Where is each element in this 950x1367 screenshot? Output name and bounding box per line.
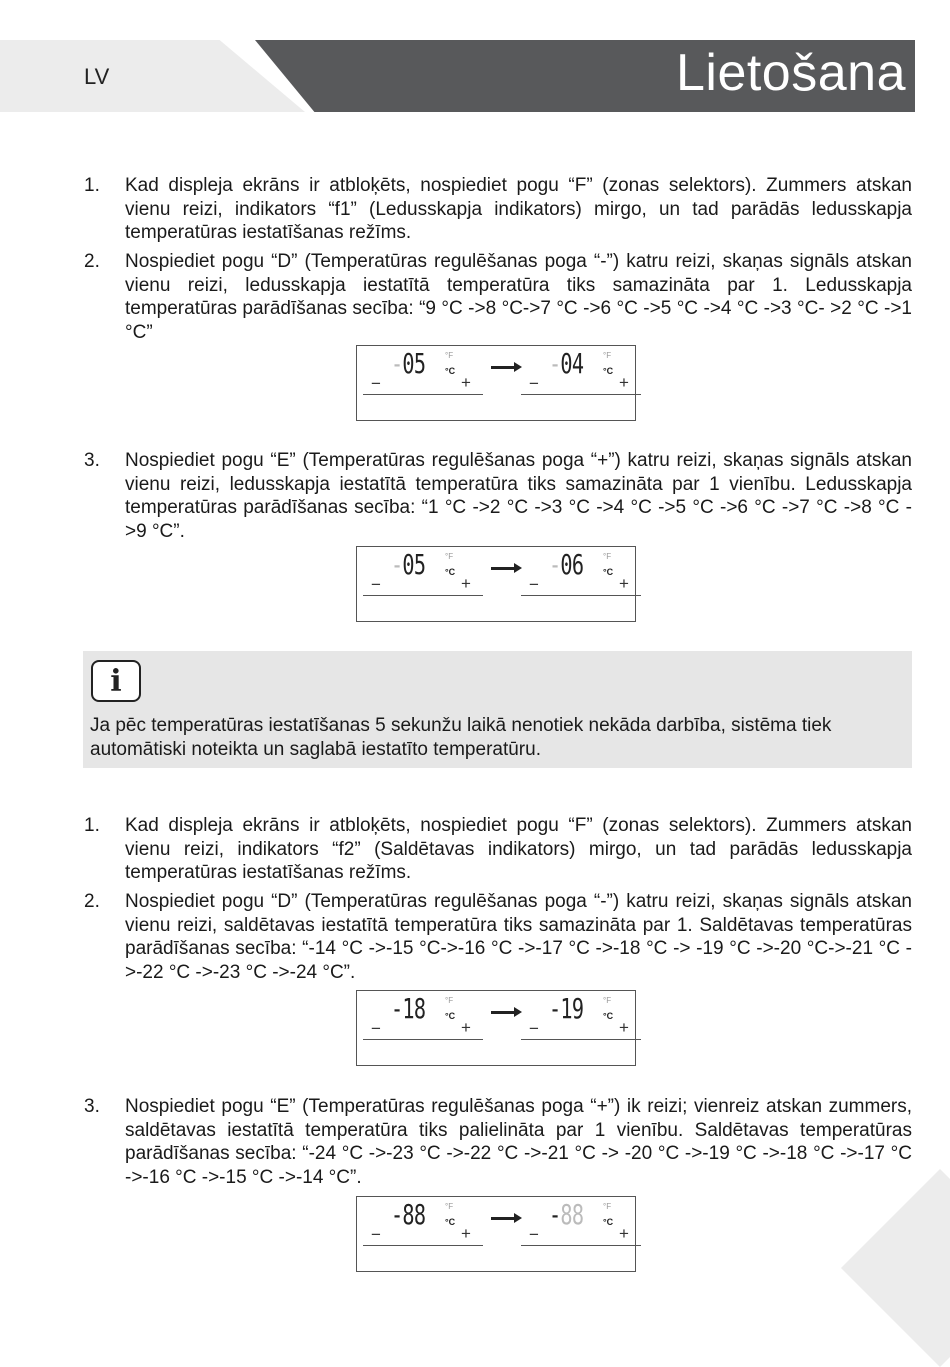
temperature-readout: -05 — [391, 347, 426, 380]
plus-label: + — [619, 574, 629, 593]
minus-label: − — [371, 1225, 381, 1244]
arrow-right-icon — [491, 366, 519, 369]
display-diagram — [356, 1196, 636, 1272]
unit-f-label: °F — [603, 552, 612, 561]
plus-label: + — [619, 373, 629, 392]
display-before — [363, 547, 483, 601]
language-code: LV — [84, 64, 110, 89]
unit-c-label: °C — [445, 366, 456, 376]
plus-label: + — [461, 373, 471, 392]
item-text: Nospiediet pogu “D” (Temperatūras regulēšanas poga “-”) katru reizi, skaņas signāls atskan vienu reizi, ledusskapja iestatītā temperatūra tiks samazināta par 1. Ledusskapja temperatūras parādīšanas secība: “9 °C ->8 °C->7 °C ->6 °C ->5 °C ->4 °C ->3 °C- >2 °C ->1 °C” — [125, 251, 912, 343]
unit-c-label: °C — [603, 1011, 614, 1021]
minus-label: − — [529, 1019, 539, 1038]
minus-label: − — [529, 575, 539, 594]
minus-label: − — [371, 575, 381, 594]
temperature-readout: -19 — [549, 992, 584, 1025]
display-after — [521, 1197, 641, 1251]
list-item — [84, 890, 912, 984]
temperature-readout: -88 — [549, 1198, 584, 1231]
divider — [363, 1039, 483, 1040]
display-after — [521, 547, 641, 601]
unit-f-label: °F — [603, 1202, 612, 1211]
item-text: Nospiediet pogu “E” (Temperatūras regulēšanas poga “+”) katru reizi, skaņas signāls atskan vienu reizi, ledusskapja iestatītā temperatūra tiks samazināta par 1 vienību. Ledusskapja temperatūras parādīšanas secība: “1 °C ->2 °C ->3 °C ->4 °C ->5 °C ->6 °C ->7 °C ->8 °C ->9 °C”. — [125, 450, 912, 542]
plus-label: + — [461, 1018, 471, 1037]
item-number: 1. — [84, 175, 100, 196]
divider — [521, 595, 641, 596]
display-after — [521, 991, 641, 1045]
divider — [521, 394, 641, 395]
list-item — [84, 250, 912, 344]
item-text: Nospiediet pogu “D” (Temperatūras regulēšanas poga “-”) katru reizi, skaņas signāls atskan vienu reizi, saldētavas iestatītā temperatūra tiks samazināta par 1. Saldētavas temperatūras parādīšanas secība: “-14 °C ->-15 °C->-16 °C ->-17 °C ->-18 °C -> -19 °C ->-20 °C->-21 °C ->-22 °C ->-23 °C ->-24 °C”. — [125, 891, 912, 983]
temperature-readout: -06 — [549, 548, 584, 581]
page-title: Lietošana — [675, 44, 906, 102]
item-number: 3. — [84, 450, 100, 471]
unit-c-label: °C — [445, 567, 456, 577]
item-number: 1. — [84, 815, 100, 836]
unit-f-label: °F — [603, 996, 612, 1005]
unit-f-label: °F — [445, 996, 454, 1005]
unit-c-label: °C — [603, 366, 614, 376]
divider — [363, 1245, 483, 1246]
divider — [521, 1245, 641, 1246]
item-number: 2. — [84, 251, 100, 272]
unit-c-label: °C — [445, 1217, 456, 1227]
display-before — [363, 991, 483, 1045]
unit-f-label: °F — [445, 552, 454, 561]
plus-label: + — [461, 1224, 471, 1243]
unit-c-label: °C — [603, 567, 614, 577]
unit-f-label: °F — [445, 1202, 454, 1211]
list-item — [84, 449, 912, 543]
item-number: 3. — [84, 1096, 100, 1117]
temperature-readout: -05 — [391, 548, 426, 581]
item-text: Kad displeja ekrāns ir atbloķēts, nospiediet pogu “F” (zonas selektors). Zummers atskan vienu reizi, indikators “f2” (Saldētavas indikators) mirgo, un tad parādās ledusskapja temperatūras iestatīšanas režīms. — [125, 815, 912, 883]
arrow-right-icon — [491, 567, 519, 570]
display-after — [521, 346, 641, 400]
item-text: Kad displeja ekrāns ir atbloķēts, nospiediet pogu “F” (zonas selektors). Zummers atskan vienu reizi, indikators “f1” (Ledusskapja indikators) mirgo, un tad parādās ledusskapja temperatūras iestatīšanas režīms. — [125, 175, 912, 243]
plus-label: + — [461, 574, 471, 593]
item-text: Nospiediet pogu “E” (Temperatūras regulēšanas poga “+”) ik reizi; vienreiz atskan zummers, saldētavas iestatītā temperatūra tiks palielināta par 1 vienību. Saldētavas temperatūras parādīšanas secība: “-24 °C ->-23 °C ->-22 °C ->-21 °C -> -20 °C ->-19 °C ->-18 °C ->-17 °C ->-16 °C ->-15 °C ->-14 °C”. — [125, 1096, 912, 1188]
display-diagram — [356, 546, 636, 622]
temperature-readout: -88 — [391, 1198, 426, 1231]
item-number: 2. — [84, 891, 100, 912]
info-note — [83, 651, 912, 768]
divider — [363, 595, 483, 596]
minus-label: − — [529, 374, 539, 393]
divider — [521, 1039, 641, 1040]
info-icon: i — [91, 660, 141, 702]
header-tab-left — [0, 40, 305, 112]
display-before — [363, 346, 483, 400]
plus-label: + — [619, 1224, 629, 1243]
unit-f-label: °F — [603, 351, 612, 360]
unit-f-label: °F — [445, 351, 454, 360]
arrow-right-icon — [491, 1217, 519, 1220]
note-text: Ja pēc temperatūras iestatīšanas 5 sekunžu laikā nenotiek nekāda darbība, sistēma tiek automātiski noteikta un saglabā iestatīto temperatūru. — [90, 715, 832, 760]
display-diagram — [356, 990, 636, 1066]
page-corner-decoration — [841, 1169, 950, 1367]
minus-label: − — [529, 1225, 539, 1244]
list-item — [84, 174, 912, 245]
display-before — [363, 1197, 483, 1251]
divider — [363, 394, 483, 395]
list-item — [84, 1095, 912, 1189]
temperature-readout: -04 — [549, 347, 584, 380]
list-item — [84, 814, 912, 885]
minus-label: − — [371, 1019, 381, 1038]
minus-label: − — [371, 374, 381, 393]
display-diagram — [356, 345, 636, 421]
arrow-right-icon — [491, 1011, 519, 1014]
unit-c-label: °C — [603, 1217, 614, 1227]
temperature-readout: -18 — [391, 992, 426, 1025]
unit-c-label: °C — [445, 1011, 456, 1021]
plus-label: + — [619, 1018, 629, 1037]
